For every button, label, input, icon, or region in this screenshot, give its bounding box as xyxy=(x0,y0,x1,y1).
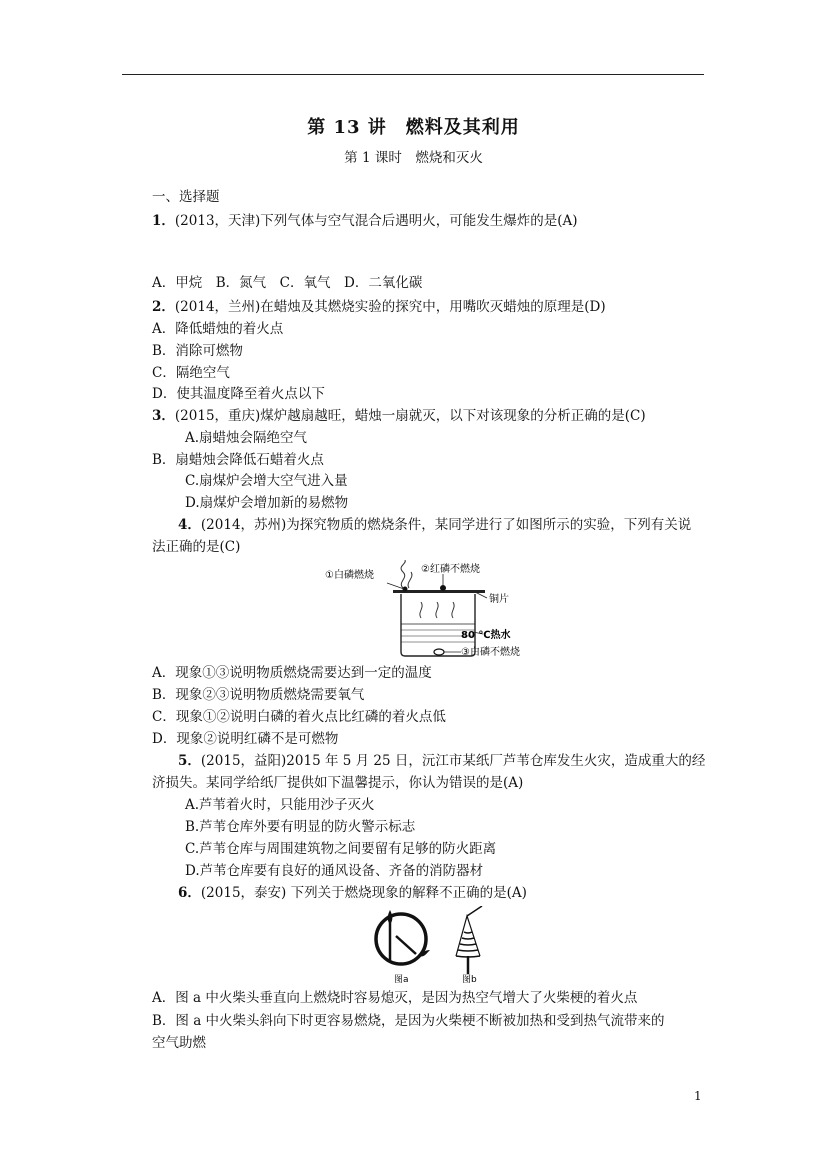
option-a: A．图 a 中火柴头垂直向上燃烧时容易熄灭，是因为热空气增大了火柴梗的着火点 xyxy=(152,990,638,1006)
figure-b-label: 图b xyxy=(462,975,477,985)
option-b: B．扇蜡烛会降低石蜡着火点 xyxy=(152,452,324,468)
question-stem: (2013，天津)下列气体与空气混合后遇明火，可能发生爆炸的是(A) xyxy=(174,213,578,229)
header-rule xyxy=(122,74,704,75)
smoke-icon xyxy=(401,560,405,588)
question-stem: (2015，泰安) 下列关于燃烧现象的解释不正确的是(A) xyxy=(200,885,527,901)
question-2 xyxy=(152,297,606,317)
option-b: B．图 a 中火柴头斜向下时更容易燃烧，是因为火柴梗不断被加热和受到热气流带来的 xyxy=(152,1013,665,1029)
question-number: 5． xyxy=(178,753,201,769)
figure-label: ①白磷燃烧 xyxy=(325,570,374,581)
question-1 xyxy=(152,211,578,231)
question-1-options: A．甲烷 B．氮气 C．氧气 D．二氧化碳 xyxy=(152,275,423,291)
figure-label: 铜片 xyxy=(489,594,509,605)
option-c: C.芦苇仓库与周围建筑物之间要留有足够的防火距离 xyxy=(185,841,497,857)
figure-a-label: 图a xyxy=(394,975,409,985)
option-b: B.芦苇仓库外要有明显的防火警示标志 xyxy=(185,819,416,835)
question-number: 3． xyxy=(152,408,175,424)
question-stem: (2014，兰州)在蜡烛及其燃烧实验的探究中，用嘴吹灭蜡烛的原理是(D) xyxy=(174,299,606,315)
white-phosphorus-3 xyxy=(434,649,444,655)
section-heading: 一、选择题 xyxy=(152,189,220,205)
match-figure xyxy=(370,906,500,986)
question-stem: (2015，益阳)2015 年 5 月 25 日，沅江市某纸厂芦苇仓库发生火灾，造成重大的经 xyxy=(200,753,706,769)
question-4 xyxy=(178,515,691,535)
page-title: 第 13 讲 燃料及其利用 xyxy=(307,117,520,138)
option-b-cont: 空气助燃 xyxy=(152,1035,206,1051)
question-number: 4． xyxy=(178,517,201,533)
option-d: D．使其温度降至着火点以下 xyxy=(152,386,325,402)
option-d: D.扇煤炉会增加新的易燃物 xyxy=(185,495,349,511)
option-a: A．现象①③说明物质燃烧需要达到一定的温度 xyxy=(152,665,432,681)
question-3 xyxy=(152,406,646,426)
option-a: A.芦苇着火时，只能用沙子灭火 xyxy=(185,797,375,813)
option-b: B．现象②③说明物质燃烧需要氧气 xyxy=(152,687,365,703)
question-4-stem-cont: 法正确的是(C) xyxy=(152,539,241,555)
option-d: D．现象②说明红磷不是可燃物 xyxy=(152,731,339,747)
question-number: 2． xyxy=(152,299,175,315)
page-subtitle: 第 1 课时 燃烧和灭火 xyxy=(344,150,483,166)
page-number: 1 xyxy=(694,1089,702,1103)
option-c: C.扇煤炉会增大空气进入量 xyxy=(185,473,348,489)
question-6 xyxy=(178,883,527,903)
figure-label: ②红磷不燃烧 xyxy=(421,564,480,575)
option-b: B．消除可燃物 xyxy=(152,343,243,359)
option-a: A.扇蜡烛会隔绝空气 xyxy=(185,430,308,446)
question-stem: (2014，苏州)为探究物质的燃烧条件，某同学进行了如图所示的实验，下列有关说 xyxy=(200,517,692,533)
red-phosphorus xyxy=(440,585,446,591)
option-a: A．降低蜡烛的着火点 xyxy=(152,321,284,337)
option-c: C．现象①②说明白磷的着火点比红磷的着火点低 xyxy=(152,709,446,725)
question-number: 6． xyxy=(178,885,201,901)
question-stem: (2015，重庆)煤炉越扇越旺，蜡烛一扇就灭，以下对该现象的分析正确的是(C) xyxy=(174,408,646,424)
question-5-stem-cont: 济损失。某同学给纸厂提供如下温馨提示，你认为错误的是(A) xyxy=(152,775,524,791)
question-5 xyxy=(178,751,705,771)
option-c: C．隔绝空气 xyxy=(152,365,230,381)
option-d: D.芦苇仓库要有良好的通风设备、齐备的消防器材 xyxy=(185,863,484,879)
question-number: 1． xyxy=(152,213,175,229)
figure-label: 80 ℃热水 xyxy=(461,630,511,641)
combustion-experiment-figure xyxy=(325,560,535,662)
figure-label: ③白磷不燃烧 xyxy=(461,647,520,658)
